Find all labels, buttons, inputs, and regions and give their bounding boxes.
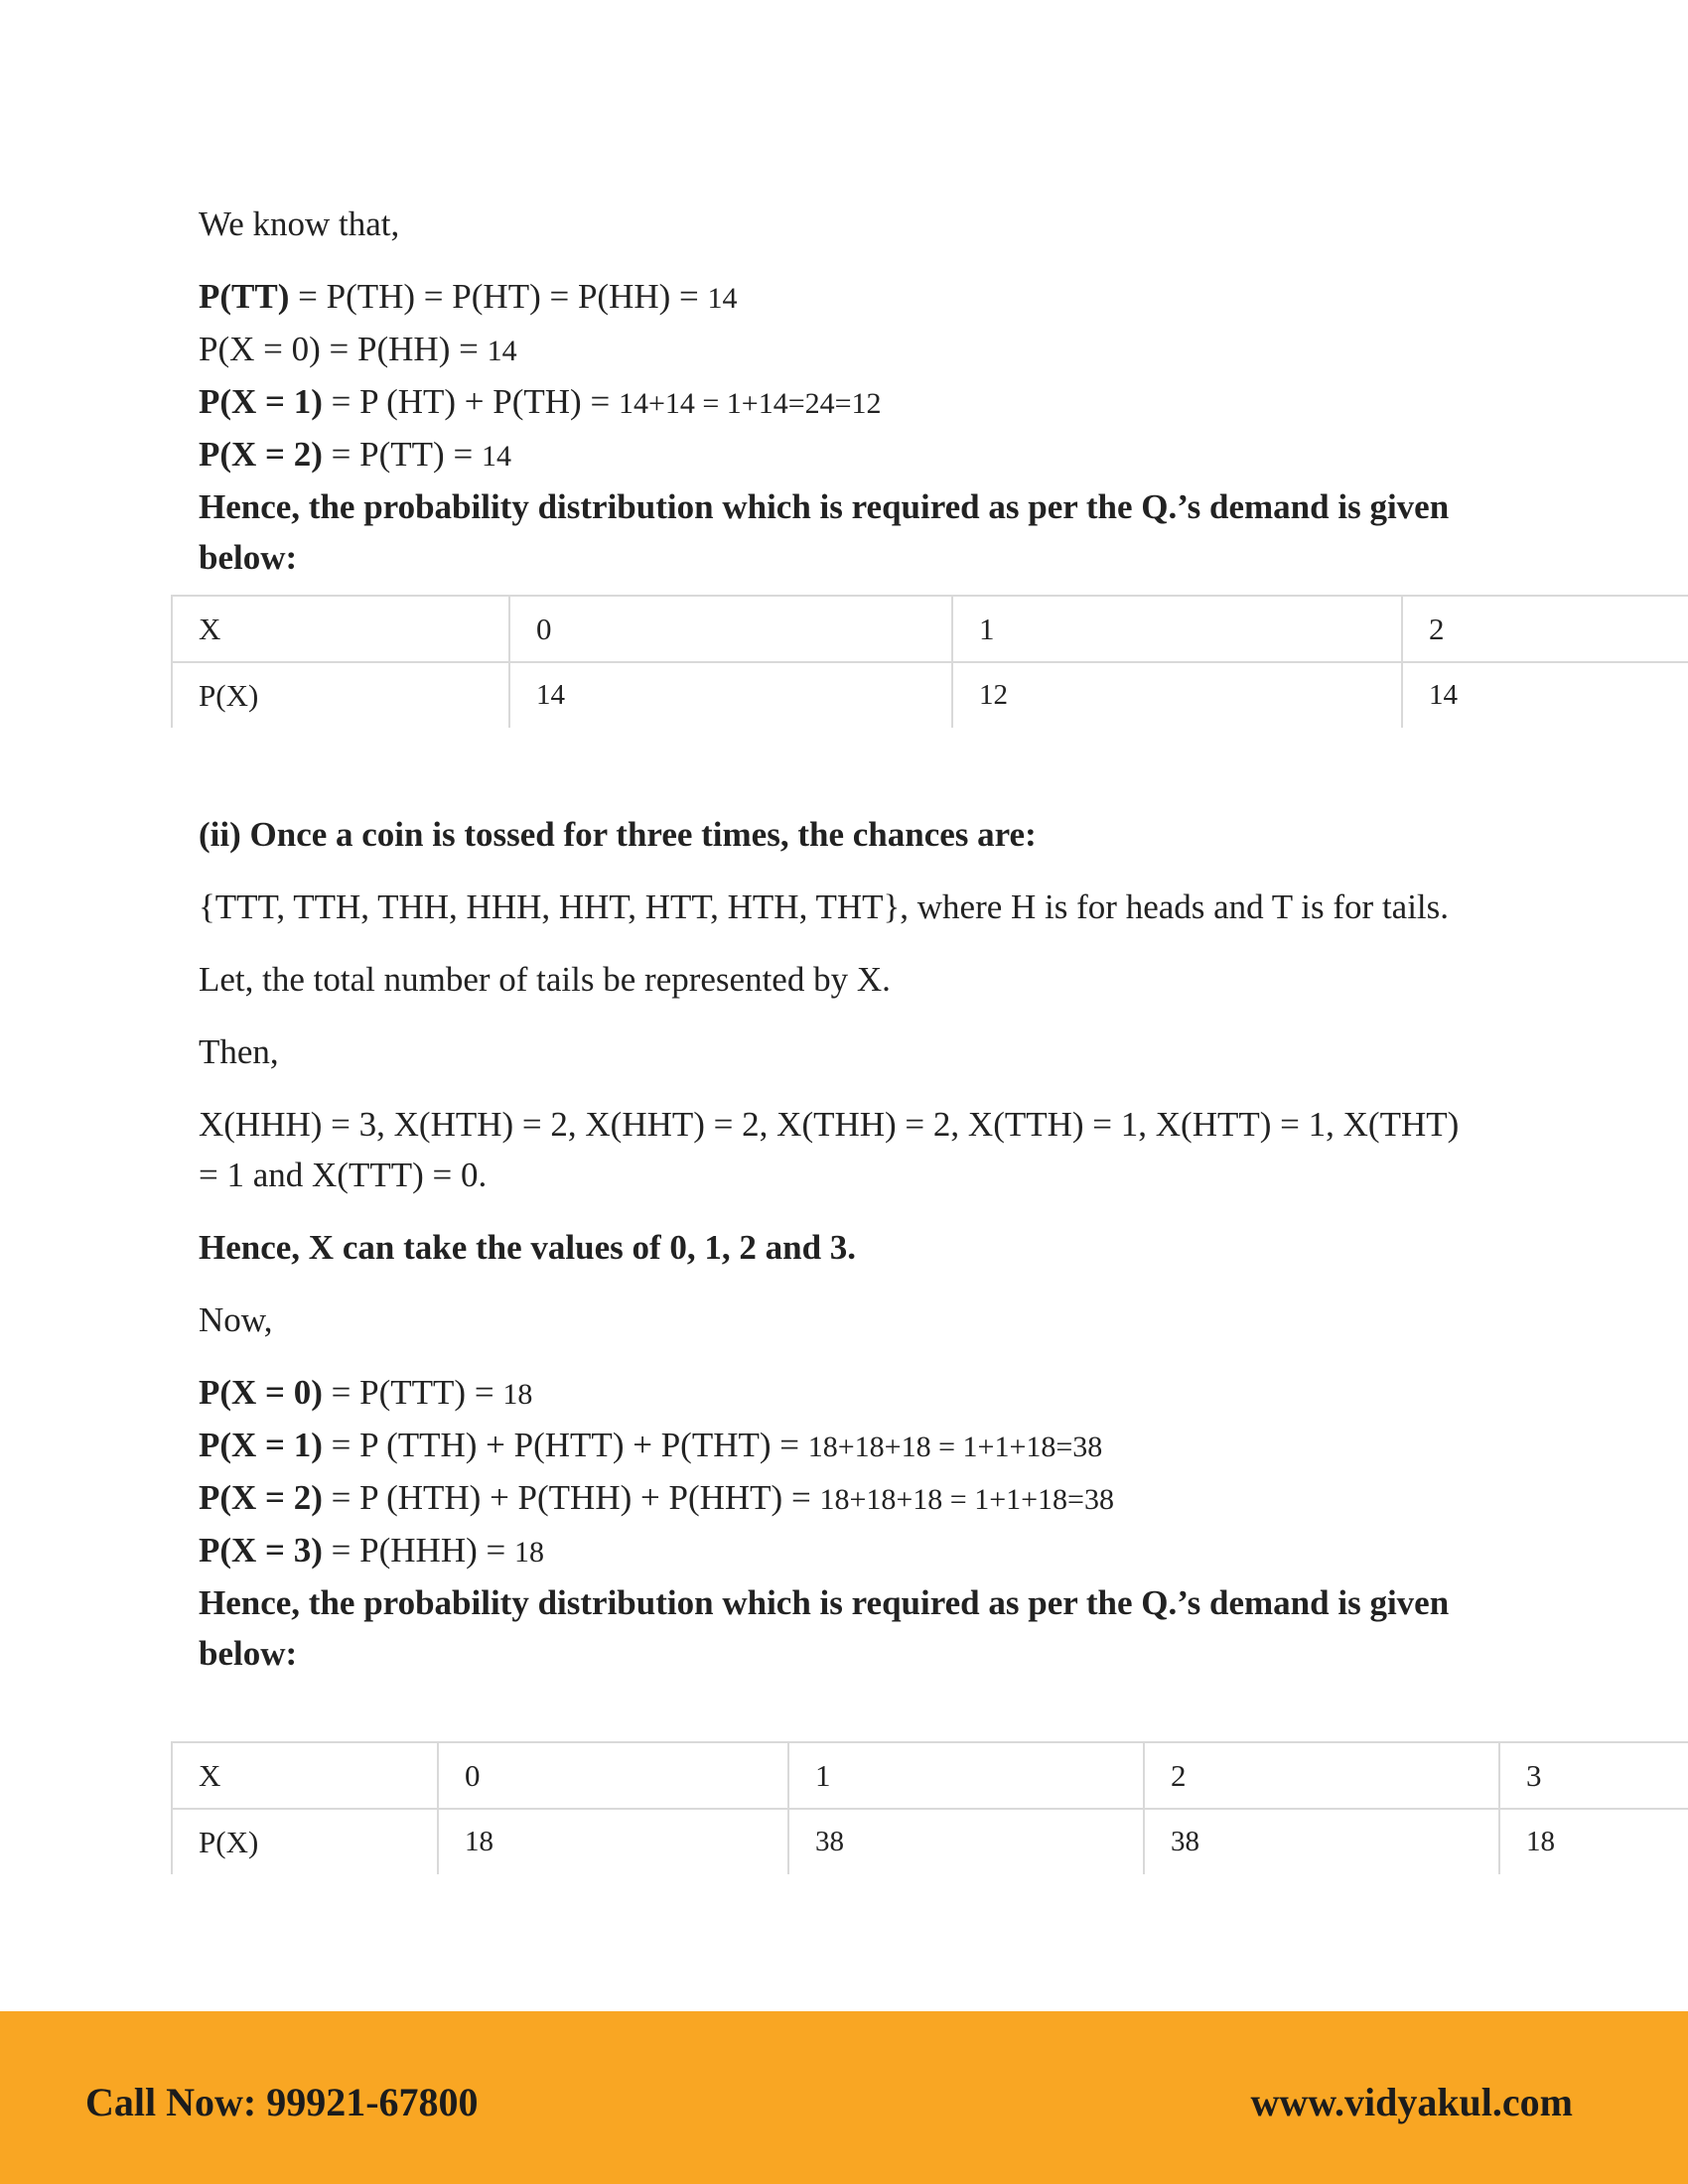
equation-line: P(X = 0) = P(HH) = 14 [199, 330, 517, 368]
table-cell: 3 [1499, 1742, 1688, 1809]
table-row [172, 662, 1688, 728]
table-cell: 38 [788, 1809, 1144, 1874]
website-link[interactable]: www.vidyakul.com [1250, 2080, 1573, 2124]
table-cell: X [172, 1742, 438, 1809]
equation-block-2 [199, 1367, 1489, 1679]
table-cell: 0 [509, 596, 952, 662]
table-cell: 38 [1144, 1809, 1499, 1874]
table-cell: 18 [438, 1809, 788, 1874]
table-cell: 1 [952, 596, 1402, 662]
footer-banner [0, 2011, 1688, 2184]
table-cell: X [172, 596, 509, 662]
table-cell: 14 [509, 662, 952, 728]
table-row [172, 1742, 1688, 1809]
table-cell: 14 [1402, 662, 1688, 728]
conclusion-text: Hence, the probability distribution which is required as per the Q.’s demand is given below: [199, 487, 1450, 577]
page-content [199, 199, 1489, 583]
table-row [172, 596, 1688, 662]
section-heading: (ii) Once a coin is tossed for three times, the chances are: [199, 815, 1037, 854]
equation-line: P(X = 0) = P(TTT) = 18 [199, 1373, 533, 1412]
table-cell: P(X) [172, 1809, 438, 1874]
call-now-text[interactable]: Call Now: 99921-67800 [85, 2080, 479, 2124]
outcomes-text: {TTT, TTH, THH, HHH, HHT, HTT, HTH, THT}, where H is for heads and T is for tails. [199, 887, 1450, 926]
table-cell: P(X) [172, 662, 509, 728]
let-text: Let, the total number of tails be represented by X. [199, 960, 891, 999]
equation-block-1 [199, 271, 1489, 583]
table-cell: 12 [952, 662, 1402, 728]
intro-text: We know that, [199, 205, 400, 243]
table-cell: 18 [1499, 1809, 1688, 1874]
section-2 [199, 809, 1489, 1679]
distribution-table-2 [171, 1741, 1688, 1874]
table-cell: 0 [438, 1742, 788, 1809]
conclusion-text: Hence, the probability distribution which is required as per the Q.’s demand is given below: [199, 1583, 1450, 1673]
equation-line: P(X = 1) = P (TTH) + P(HTT) + P(THT) = 18+18+18 = 1+1+18=38 [199, 1426, 1103, 1464]
equation-line: P(X = 1) = P (HT) + P(TH) = 14+14 = 1+14=24=12 [199, 382, 882, 421]
distribution-table-1 [171, 595, 1688, 728]
now-text: Now, [199, 1300, 273, 1339]
table-row [172, 1809, 1688, 1874]
equation-line: P(X = 3) = P(HHH) = 18 [199, 1531, 545, 1570]
table-cell: 2 [1402, 596, 1688, 662]
table-cell: 1 [788, 1742, 1144, 1809]
hence-values-text: Hence, X can take the values of 0, 1, 2 and 3. [199, 1228, 857, 1267]
then-text: Then, [199, 1032, 279, 1071]
equation-line: P(X = 2) = P (HTH) + P(THH) + P(HHT) = 18+18+18 = 1+1+18=38 [199, 1478, 1114, 1517]
table-cell: 2 [1144, 1742, 1499, 1809]
equation-line: P(X = 2) = P(TT) = 14 [199, 435, 511, 474]
equation-line: P(TT) = P(TH) = P(HT) = P(HH) = 14 [199, 277, 738, 316]
values-text: X(HHH) = 3, X(HTH) = 2, X(HHT) = 2, X(THH) = 2, X(TTH) = 1, X(HTT) = 1, X(THT) = 1 and X(TTT) = 0. [199, 1105, 1460, 1194]
